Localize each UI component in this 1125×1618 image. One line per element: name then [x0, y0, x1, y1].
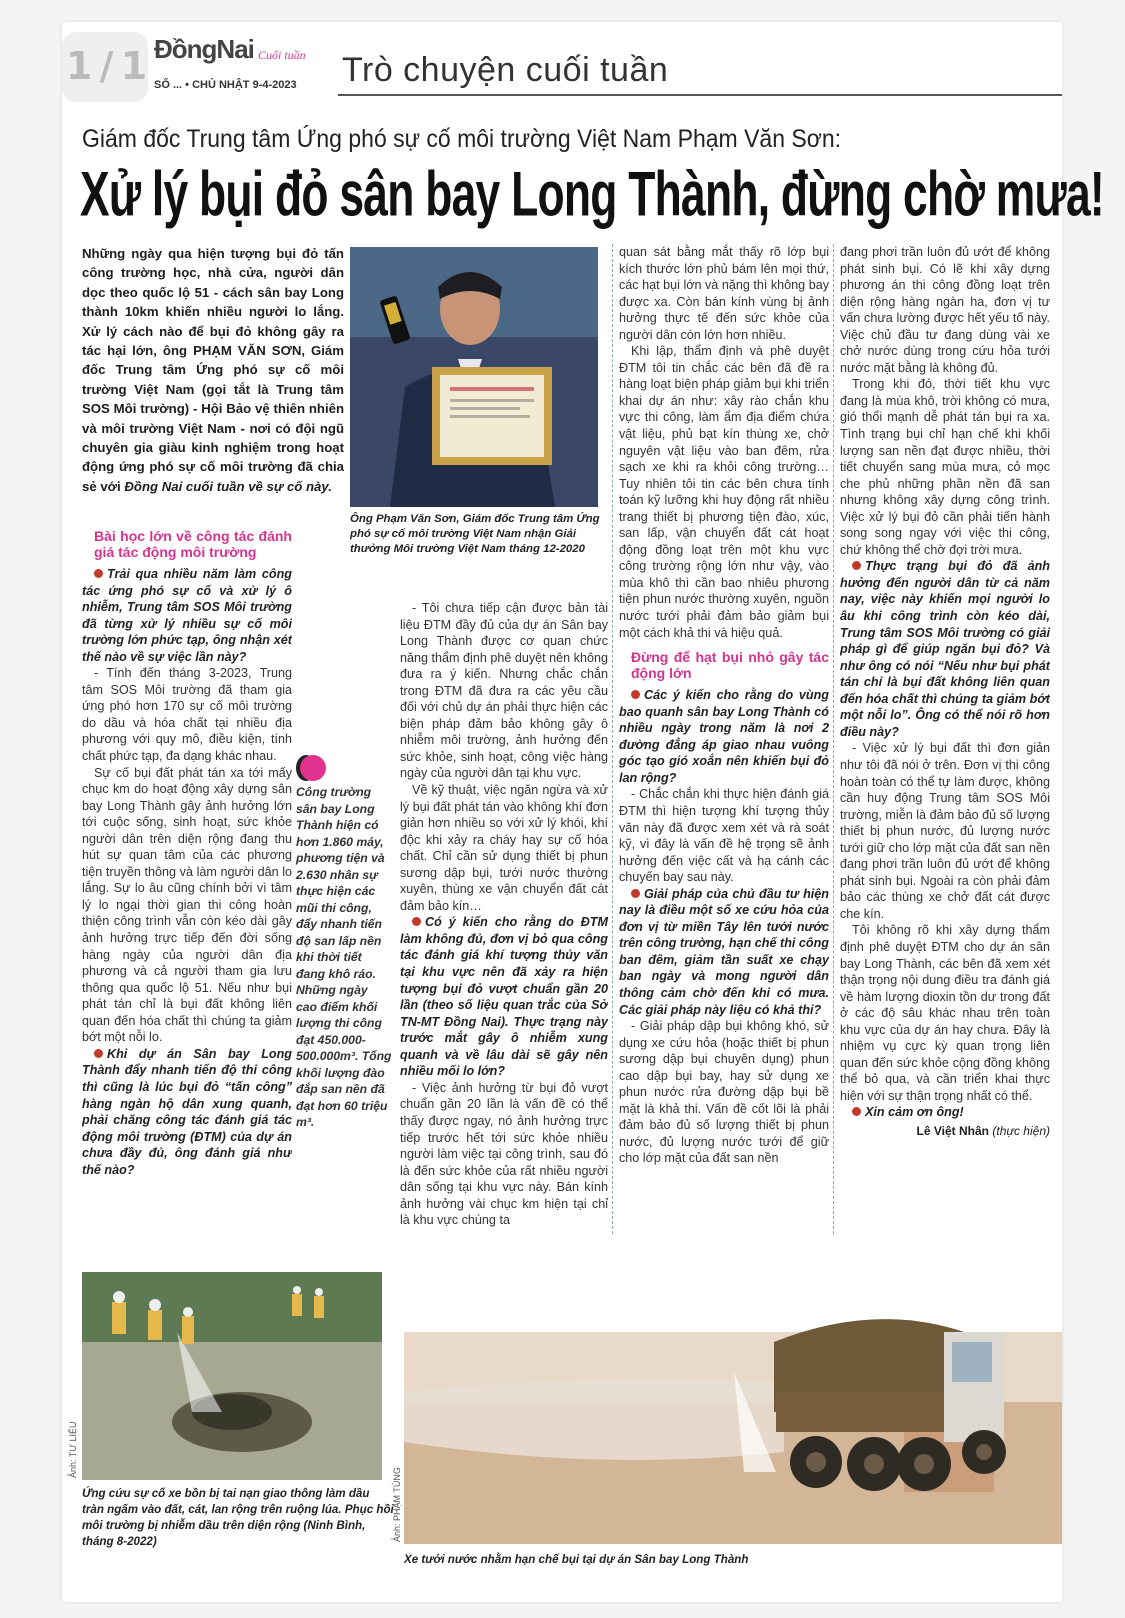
- continued-paragraph: quan sát bằng mắt thấy rõ lớp bụi kích thước lớn phủ bám lên mọi thứ, các hạt bụi lớn và nặng thì không bay được xa. Còn bán kính vùng bị ảnh hưởng thực tế đến sức khỏe của người dân còn lớn hơn nhiều.: [619, 245, 829, 342]
- answer-paragraph: - Chắc chắn khi thực hiện đánh giá ĐTM thì hiện tượng khí tượng thủy văn này đã được xem xét và rà soát kỹ, vì đây là vấn đề hệ trọng sẽ ảnh hưởng đến việc cất và hạ cánh các chuyến bay sau này.: [619, 787, 829, 885]
- article-column-3: [619, 244, 829, 1264]
- lead-text: Những ngày qua hiện tượng bụi đỏ tấn công trường học, nhà cửa, người dân dọc theo quốc lộ 51 - cách sân bay Long thành 10km khiến nhiều người lo lắng. Xử lý cách nào để bụi đỏ không gây ra tác hại lớn, ông PHẠM VĂN SƠN, Giám đốc Trung tâm Ứng phó sự cố môi trường Việt Nam (gọi tắt là Trung tâm SOS Môi trường) - Hội Bảo vệ thiên nhiên và môi trường Việt Nam - nơi có đội ngũ chuyên gia giàu kinh nghiệm trong hoạt động ứng phó sự cố môi trường đã chia sẻ với: [82, 246, 344, 494]
- water-truck-illustration: [404, 1272, 1062, 1544]
- subhead-2: Đừng để hạt bụi nhỏ gây tác động lớn: [631, 649, 829, 682]
- section-rule: [338, 94, 1062, 96]
- water-truck-caption: Xe tưới nước nhằm hạn chế bụi tại dự án Sân bay Long Thành: [404, 1553, 749, 1566]
- article-kicker: Giám đốc Trung tâm Ứng phó sự cố môi trường Việt Nam Phạm Văn Sơn:: [82, 125, 841, 153]
- oil-spill-illustration: [82, 1272, 382, 1480]
- answer-paragraph: Về kỹ thuật, việc ngăn ngừa và xử lý bụi đất phát tán vào không khí đơn giản hơn nhiều so với xử lý khói, khí độc khi xảy ra cháy hay sự cố hóa chất. Chỉ cần sử dụng thiết bị phun sương dập bụi, tưới nước thường xuyên, thùng xe vận chuyển đất cát đảm bảo kín…: [400, 783, 608, 913]
- answer-paragraph: - Tôi chưa tiếp cận được bản tài liệu ĐTM đầy đủ của dự án Sân bay Long Thành được cơ quan chức năng thẩm định phê duyệt nên không đưa ra ý kiến. Nhưng chắc chắn trong ĐTM đã đưa ra các yêu cầu đối với chủ dự án phải thực hiện các biện pháp đảm bảo không gây ô nhiễm môi trường, ảnh hưởng đến sức khỏe, sinh hoạt, công việc hàng ngày của người dân tại khu vực.: [400, 601, 608, 781]
- byline-name: Lê Việt Nhân: [916, 1123, 990, 1138]
- sidebar-fact-note: Công trường sân bay Long Thành hiện có hơn 1.860 máy, phương tiện và 2.630 nhân sự thực hiện các mũi thi công, đẩy nhanh tiến độ san lấp nền khi thời tiết đang khô ráo. Những ngày cao điểm khối lượng thi công đạt 450.000-500.000m³. Tổng khối lượng đào đắp san nền đã đạt hơn 60 triệu m³.: [296, 785, 392, 1129]
- article-column-2: [400, 600, 608, 1264]
- article-headline: Xử lý bụi đỏ sân bay Long Thành, đừng chờ mưa!: [80, 158, 1104, 230]
- photo-credit-right: Ảnh: PHẠM TÙNG: [392, 1467, 402, 1542]
- water-truck-photo: [404, 1272, 1062, 1544]
- article-column-4: [840, 244, 1050, 1264]
- subhead-1: Bài học lớn về công tác đánh giá tác động môi trường: [94, 528, 292, 560]
- column-divider: [612, 244, 613, 1234]
- photo-credit-left: Ảnh: TƯ LIỆU: [68, 1421, 78, 1478]
- article-column-1: [82, 520, 292, 1264]
- answer-paragraph: Khi lập, thẩm định và phê duyệt ĐTM tôi tin chắc các bên đã đề ra hàng loạt biện pháp giảm bụi khi triển khai dự án như: xây rào chắn khu vực thi công, làm ẩm địa điểm chứa vật liệu, phủ bạt kín thùng xe, chở nguyên vật liệu vào ban đêm, rửa sạch xe khi ra khỏi công trường… Tuy nhiên tôi tin các bên chưa tính toán kỹ lưỡng khi huy động rất nhiều trang thiết bị phương tiện đào, xúc, san lấp, vận chuyển đất cát hoạt động đồng loạt trên một khu vực công trường rộng lớn như vậy, vào mùa khô thì cần bao nhiêu phương tiện phun nước thường xuyên, nguồn nước tưới phải đảm bảo giảm bụi một cách khả thi và hiệu quả.: [619, 344, 829, 640]
- newspaper-page: [62, 22, 1104, 1602]
- question: Giải pháp của chủ đầu tư hiện nay là điều một số xe cứu hỏa của đơn vị từ miền Tây lên tưới nước trên công trường, hạn chế thi công ban đêm, giảm tần suất xe chạy ban ngày và mong người dân thông cảm chờ đến khi có mưa. Các giải pháp này liệu có khả thi?: [619, 886, 829, 1017]
- question: Có ý kiến cho rằng do ĐTM làm không đủ, đơn vị bỏ qua công tác đánh giá khí tượng thủy văn tại khu vực nên đã xảy ra hiện tượng bụi đỏ vượt chuẩn gần 20 lần (theo số liệu quan trắc của Sở TN-MT Đồng Nai). Thực trạng này trước mắt gây ô nhiễm xung quanh và về lâu dài sẽ gây nên nhiều mối lo lớn?: [400, 915, 608, 1079]
- answer-paragraph: Trong khi đó, thời tiết khu vực đang là mùa khô, trời không có mưa, gió thổi mạnh dễ phát tán bụi ra xa. Tình trạng bụi chỉ hạn chế khi khối lượng san nền đạt được nhiều, thời tiết chuyển sang mùa mưa, cỏ mọc che phủ những phần nền đã san nhưng không xây dựng công trình. Việc xử lý bụi đỏ cần phải tiến hành song song ngay với việc thi công, chứ không thể chờ đợi trời mưa.: [840, 377, 1050, 557]
- answer-paragraph: Sự cố bụi đất phát tán xa tới mấy chục km do hoạt động xây dựng sân bay Long Thành gây ảnh hưởng lớn tới cuộc sống, sinh hoạt, sức khỏe người dân trên diện rộng đang thu hút sự quan tâm của các phương tiện truyền thông và làm người dân lo lắng. Sự lo âu cũng chính bởi vì tâm lý lo ngại thời gian thi công hoàn thiện công trình vẫn còn kéo dài gây ảnh hưởng trực tiếp đến đời sống hàng ngày của người dân địa phương và cả người tham gia lưu thông qua quốc lộ 51. Nếu như bụi phát tán chỉ là bụi đất không liên quan đến hóa chất thì chúng ta giảm bớt một nỗi lo.: [82, 765, 292, 1045]
- portrait-caption: Ông Phạm Văn Sơn, Giám đốc Trung tâm Ứng phó sự cố môi trường Việt Nam nhận Giải thưởng Môi trường Việt Nam tháng 12-2020: [350, 513, 600, 555]
- newspaper-logo: ĐồngNai: [154, 34, 254, 64]
- byline-role: (thực hiện): [992, 1123, 1050, 1138]
- question: Các ý kiến cho rằng do vùng bao quanh sân bay Long Thành có nhiều ngày trong năm là nơi 2 đường đẳng áp giao nhau vuông góc tạo gió xoắn nên khiến bụi đỏ lan rộng?: [619, 688, 829, 785]
- closing-line: Xin cảm ơn ông!: [840, 1104, 1050, 1121]
- question: Thực trạng bụi đỏ đã ảnh hưởng đến người dân từ cả năm nay, việc này khiến mọi người lo âu khi công trình còn kéo dài, Trung tâm SOS Môi trường có giải pháp gì để giúp ngăn bụi đỏ? Và như ông có nói “Nếu như bụi phát tán chỉ là bụi đất không liên quan đến hóa chất thì chúng ta giảm bớt một nỗi lo”. Ông có thể nói rõ hơn điều này?: [840, 559, 1050, 739]
- continued-paragraph: đang phơi trần luôn đủ ướt để không phát sinh bụi. Có lẽ khi xây dựng phương án thi công đồng loạt trên diện rộng hàng ngàn ha, đơn vị tư vấn chưa lường được hết yếu tố này. Việc chủ đầu tư đang dùng vài xe chở nước dùng trong cứu hỏa tưới nước mặt bằng là không đủ.: [840, 245, 1050, 375]
- issue-date: SỐ ... • CHỦ NHẬT 9-4-2023: [154, 79, 297, 91]
- answer-paragraph: Tôi không rõ khi xây dựng thẩm định phê duyệt ĐTM cho dự án sân bay Long Thành, các bên đã xem xét thận trọng nội dung điều tra đánh giá về hàm lượng dioxin tồn dư trong đất ở các độ sâu khác nhau trên toàn khu vực của dự án hay chưa. Đây là nhiệm vụ cực kỳ quan trọng liên quan đến sức khỏe cộng đồng không thể bỏ qua, và cần triển khai thực hiện với sự thận trọng nhất có thể.: [840, 923, 1050, 1103]
- section-title: Trò chuyện cuối tuần: [342, 51, 669, 89]
- oil-spill-caption: Ứng cứu sự cố xe bồn bị tai nạn giao thông làm dầu tràn ngấm vào đất, cát, lan rộng trên ruộng lúa. Phục hồi môi trường bị nhiễm dầu trên diện rộng (Ninh Bình, tháng 8-2022): [82, 1487, 394, 1548]
- answer-paragraph: - Việc xử lý bụi đất thì đơn giản như tôi đã nói ở trên. Đơn vị thi công hoàn toàn có thể tự làm được, không cần huy động Trung tâm SOS Môi trường, miễn là đảm bảo đủ số lượng thiết bị phun nước, đủ lượng nước tưới giữ cho lớp mặt của đất san nền đang phơi trần luôn đủ ướt để không phát sinh bụi. Ngoài ra còn phải đảm bảo các thùng xe chở đất cát được che kín.: [840, 741, 1050, 921]
- portrait-photo: [350, 247, 598, 507]
- sidebar-dot-pink-icon: [300, 755, 326, 781]
- question: Trải qua nhiều năm làm công tác ứng phó sự cố và xử lý ô nhiễm, Trung tâm SOS Môi trường đã từng xử lý nhiều sự cố môi trường lớn phức tạp, ông nhận xét thế nào về sự việc lần này?: [82, 567, 292, 664]
- answer-paragraph: - Tính đến tháng 3-2023, Trung tâm SOS Môi trường đã tham gia ứng phó hơn 170 sự cố môi trường do dầu và hóa chất tại nhiều địa phương với quy mô, điều kiện, tính chất phức tạp, đa dạng khác nhau.: [82, 666, 292, 764]
- article-lead: [82, 244, 344, 514]
- question: Khi dự án Sân bay Long Thành đẩy nhanh tiến độ thi công thì cũng là lúc bụi đỏ “tấn công” hàng ngàn hộ dân xung quanh, phải chăng công tác đánh giá tác động môi trường (ĐTM) của dự án chưa đầy đủ, ông đánh giá như thế nào?: [82, 1046, 292, 1177]
- newspaper-logo-sub: Cuối tuần: [258, 48, 306, 62]
- byline: [840, 1123, 1050, 1140]
- column-divider: [833, 244, 834, 1234]
- lead-tail: Đồng Nai cuối tuần về sự cố này.: [124, 478, 332, 494]
- answer-paragraph: - Giải pháp dập bụi không khó, sử dụng xe cứu hỏa (hoặc thiết bị phun sương dập bụi chuyên dụng) phun cao dập bụi bay, hay sử dụng xe phun nước rửa đường dập bụi bề mặt là khả thi. Vấn đề cốt lõi là phải đảm bảo đủ số lượng thiết bị phun nước, đủ lượng nước tưới để giữ cho lớp mặt của đất san nền: [619, 1019, 829, 1166]
- page-number: 1 / 1: [66, 44, 145, 88]
- portrait-illustration: [350, 247, 598, 507]
- oil-spill-photo: [82, 1272, 382, 1480]
- answer-paragraph: - Việc ảnh hưởng từ bụi đỏ vượt chuẩn gần 20 lần là vấn đề có thể thấy được ngay, nó ảnh hưởng trực tiếp trước hết tới sức khỏe nhiều người làm việc tại công trình, sau đó là đến sức khỏe của rất nhiều người dân sống tại khu vực này. Bán kính ảnh hưởng vài chục km hiện tại chỉ là khu vực chúng ta: [400, 1080, 608, 1228]
